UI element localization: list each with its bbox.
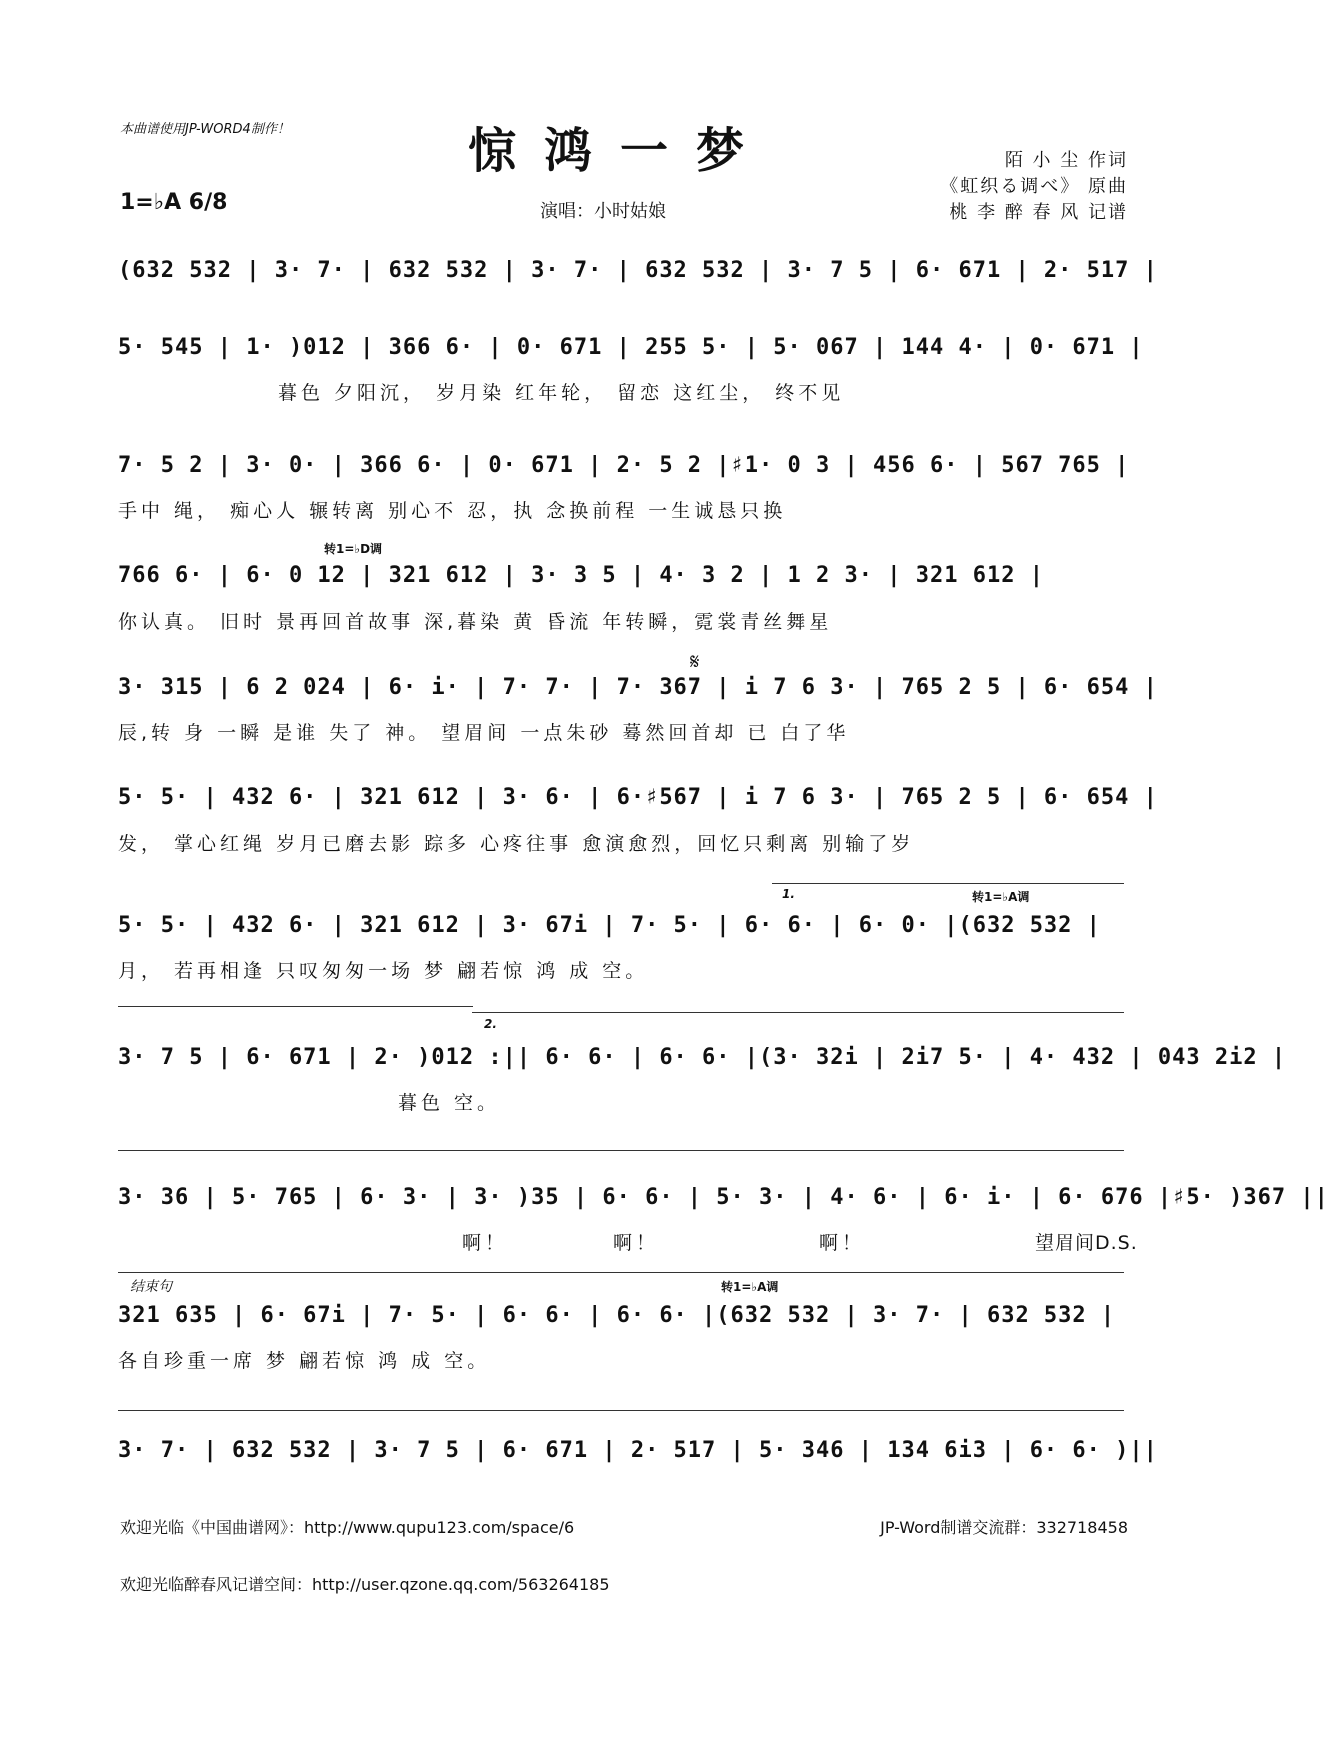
modulation-mark: 转1=♭A调: [721, 1280, 779, 1294]
segno-sign: 𝄋: [690, 650, 700, 675]
software-note: 本曲谱使用JP-WORD4制作！: [120, 122, 290, 137]
ending-2-label: 2.: [484, 1017, 497, 1031]
notation-line-4: 766 6· | 6· 0 12 | 321 612 | 3· 3 5 | 4· 3 2 | 1 2 3· | 321 612 |: [118, 563, 1044, 588]
volta-bracket-end-1: [118, 1006, 473, 1007]
notation-line-9: 3· 36 | 5· 765 | 6· 3· | 3· )35 | 6· 6· | 5· 3· | 4· 6· | 6· i· | 6· 676 |♯5· )367 ||: [118, 1185, 1329, 1210]
song-title: 惊鸿一梦: [467, 123, 772, 179]
notation-line-10: 321 635 | 6· 67i | 7· 5· | 6· 6· | 6· 6· |(632 532 | 3· 7· | 632 532 |: [118, 1303, 1116, 1328]
credits-block: [940, 148, 1128, 226]
lyric-ds-cue: 望眉间D.S.: [1035, 1232, 1138, 1254]
ending-1-label: 1.: [782, 887, 795, 901]
lyric-ah-2: 啊！: [613, 1232, 660, 1254]
lyricist-credit: 陌 小 尘 作词: [1004, 150, 1128, 171]
footer-space-link[interactable]: 欢迎光临醉春风记谱空间：http://user.qzone.qq.com/563264185: [120, 1575, 610, 1594]
lyrics-line-7: 月， 若再相逢 只叹匆匆一场 梦 翩若惊 鸿 成 空。: [118, 960, 649, 982]
notation-line-8: 3· 7 5 | 6· 671 | 2· )012 :|| 6· 6· | 6· 6· |(3· 32i | 2i7 5· | 4· 432 | 043 2i2 |: [118, 1045, 1287, 1070]
notation-line-1: (632 532 | 3· 7· | 632 532 | 3· 7· | 632 532 | 3· 7 5 | 6· 671 | 2· 517 |: [118, 258, 1158, 283]
volta-bracket-1: [772, 883, 1124, 884]
original-credit: 《虹织る调べ》 原曲: [940, 176, 1128, 197]
notation-line-6: 5· 5· | 432 6· | 321 612 | 3· 6· | 6·♯567 | i 7 6 3· | 765 2 5 | 6· 654 |: [118, 785, 1158, 810]
lyrics-line-8: 暮色 空。: [398, 1092, 501, 1114]
lyrics-line-6: 发， 掌心红绳 岁月已磨去影 踪多 心疼往事 愈演愈烈，回忆只剩离 别输了岁: [118, 833, 915, 855]
lyrics-line-10: 各自珍重一席 梦 翩若惊 鸿 成 空。: [118, 1350, 491, 1372]
coda-bracket: [118, 1272, 1124, 1273]
coda-label: 结束句: [130, 1279, 172, 1295]
notation-line-11: 3· 7· | 632 532 | 3· 7 5 | 6· 671 | 2· 517 | 5· 346 | 134 6i3 | 6· 6· )||: [118, 1438, 1158, 1463]
notation-line-3: 7· 5 2 | 3· 0· | 366 6· | 0· 671 | 2· 5 2 |♯1· 0 3 | 456 6· | 567 765 |: [118, 453, 1130, 478]
notation-line-7: 5· 5· | 432 6· | 321 612 | 3· 67i | 7· 5· | 6· 6· | 6· 0· |(632 532 |: [118, 913, 1101, 938]
lyrics-line-2: 暮色 夕阳沉， 岁月染 红年轮， 留恋 这红尘， 终不见: [278, 382, 845, 404]
lyrics-line-3: 手中 绳， 痴心人 辗转离 别心不 忍，执 念换前程 一生诚恳只换: [118, 500, 787, 522]
lyric-ah-3: 啊！: [819, 1232, 866, 1254]
notation-line-2: 5· 545 | 1· )012 | 366 6· | 0· 671 | 255 5· | 5· 067 | 144 4· | 0· 671 |: [118, 335, 1144, 360]
footer-site-link[interactable]: 欢迎光临《中国曲谱网》：http://www.qupu123.com/space/6: [120, 1518, 575, 1537]
key-signature: 1=♭A 6/8: [120, 190, 228, 215]
notation-line-5: 3· 315 | 6 2 024 | 6· i· | 7· 7· | 7· 367 | i 7 6 3· | 765 2 5 | 6· 654 |: [118, 675, 1158, 700]
lyric-ah-1: 啊！: [462, 1232, 509, 1254]
lyrics-line-4: 你认真。 旧时 景再回首故事 深,暮染 黄 昏流 年转瞬，霓裳青丝舞星: [118, 611, 833, 633]
singer-credit: 演唱：小时姑娘: [540, 201, 666, 222]
transcriber-credit: 桃 李 醉 春 风 记谱: [949, 202, 1128, 223]
footer-group-info: JP-Word制谱交流群：332718458: [880, 1518, 1128, 1537]
lyrics-line-5: 辰,转 身 一瞬 是谁 失了 神。 望眉间 一点朱砂 蓦然回首却 已 白了华: [118, 722, 850, 744]
modulation-mark: 转1=♭D调: [324, 542, 383, 556]
section-rule: [118, 1150, 1124, 1151]
section-rule: [118, 1410, 1124, 1411]
modulation-mark: 转1=♭A调: [972, 890, 1030, 904]
volta-bracket-2: [472, 1012, 1124, 1013]
